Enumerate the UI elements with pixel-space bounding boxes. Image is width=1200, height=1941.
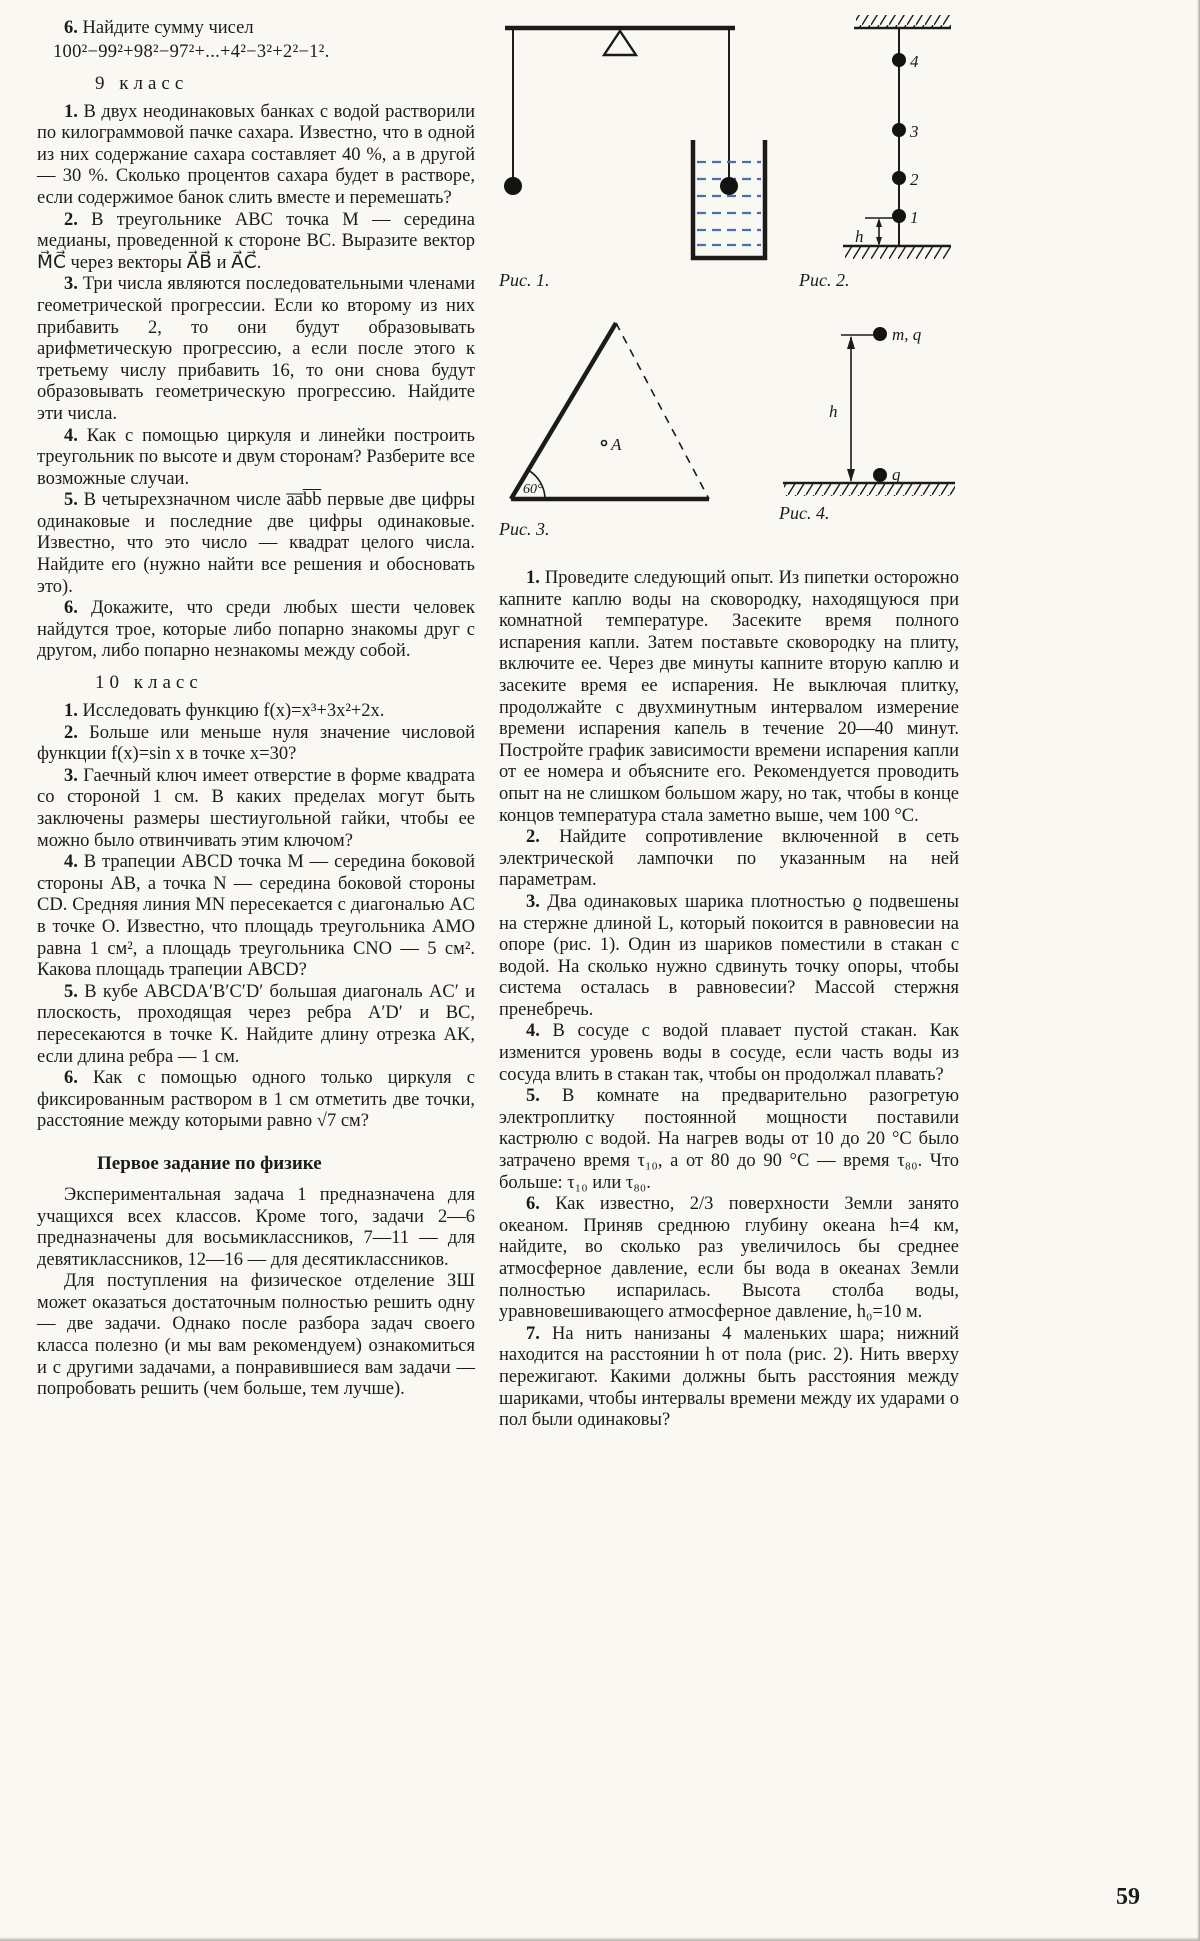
ceiling-hatch [856, 15, 951, 28]
bead-4-label: 4 [910, 52, 919, 71]
problem-text: В сосуде с водой плавает пустой стакан. Как изменится уровень воды в сосуде, если часть воды из сосуда влить в стакан так, чтобы он продолжал плавать? [499, 1021, 959, 1085]
left-column [37, 18, 475, 1401]
left-ball [504, 177, 522, 195]
problem-number: 1. [64, 101, 78, 122]
problem-text: Два одинаковых шарика плотностью ϱ подвешены на стержне длиной L, который покоится в равновесии на опоре (рис. 1). Один из шариков поместили в стакан с водой. На сколько нужно сдвинуть точку опоры, чтобы система осталась в равновесии? Массой стержня пренебречь. [499, 891, 959, 1020]
problem-number: 6. [526, 1194, 540, 1215]
right-ball [720, 177, 738, 195]
problem-g9-2 [37, 210, 475, 275]
triangle-side-dashed [616, 323, 709, 499]
problem-g10-3 [37, 766, 475, 852]
bead-2 [892, 171, 906, 185]
problem-text: В кубе ABCDA′B′C′D′ большая диагональ AC′ и плоскость, проходящая через ребра A′D′ и BC, пересекаются в точке K. Найдите длину отрезка AK, если длина ребра — 1 см. [37, 981, 476, 1067]
figure-3-caption: Рис. 3. [499, 519, 550, 539]
problem-text: В трапеции ABCD точка M — середина боковой стороны AB, а точка N — середина боковой стороны CD. Средняя линия MN пересекается с диагональю AC в точке O. Известно, что площадь треугольника AMO равна 1 см², а площадь треугольника CNO — 5 см². Какова площадь трапеции ABCD? [37, 852, 475, 981]
bead-1-label: 1 [910, 208, 919, 227]
problem-text: Гаечный ключ имеет отверстие в форме квадрата со стороной 1 см. В каких пределах могут быть заключены размеры шестиугольной гайки, чтобы ее можно было отвинчивать этим ключом? [37, 765, 475, 851]
bead-3-label: 3 [910, 122, 919, 141]
problem-g10-2 [37, 723, 475, 766]
grade-10-heading: 10 класс [95, 672, 203, 694]
physics-problems [499, 568, 959, 1432]
problem-number: 1. [64, 701, 78, 722]
figure-4-charges-drawing [779, 313, 959, 497]
problem-text: Проведите следующий опыт. Из пипетки осторожно капните каплю воды на сковородку, находящуюся при комнатной температуре. Засеките время полного испарения капли. Затем поставьте сковородку на плиту, включите ее. Через две минуты капните вторую каплю и засеките время ее испарения. Не выключая плитку, продолжайте с двухминутным интервалом измерение времени испарения капель в течение 20—40 минут. Постройте график зависимости времени испарения капли от ее номера и объясните его. Рекомендуется проводить опыт на не слишком большом жару, но так, чтобы в конце концов температура стала заметно выше, чем 100 °C. [499, 568, 959, 826]
right-column [499, 12, 959, 1432]
problem-text: Три числа являются последовательными членами геометрической прогрессии. Если ко второму из них прибавить 2, то они будут образовывать арифметическую прогрессию, а если после этого к третьему числу прибавить 16, то они снова будут образовывать геометрическую прогрессию. Найдите эти числа. [37, 274, 476, 424]
bead-4 [892, 53, 906, 67]
figure-3 [499, 313, 721, 540]
problem-text: Больше или меньше нуля значение числовой функции f(x)=sin x в точке x=30? [37, 722, 475, 765]
ground-hatch [784, 484, 955, 496]
figure-1-caption: Рис. 1. [499, 270, 550, 290]
figure-4 [779, 313, 959, 524]
problem-text: В комнате на предварительно разогретую электроплитку постоянной мощности поставили кастрюлю с водой. На нагрев воды от 10 до 20 °C было затрачено время τ₁₀, а от 80 до 90 °C — время τ₈₀. Что больше: τ₁₀ или τ₈₀. [499, 1086, 960, 1193]
problem-phys-7 [499, 1324, 959, 1432]
lower-charge-label: q [892, 465, 901, 484]
problem-text: Как с помощью одного только циркуля с фиксированным раствором в 1 см отметить две точки, расстояние между которыми равно √7 см? [37, 1068, 476, 1132]
figure-1 [499, 12, 771, 291]
problem-g9-6 [37, 598, 475, 663]
height-arrow [847, 336, 855, 482]
bead-3 [892, 123, 906, 137]
lower-charge-ball [873, 468, 887, 482]
problem-number: 5. [526, 1086, 540, 1107]
problem-phys-6 [499, 1194, 959, 1324]
problem-number: 6. [64, 1068, 78, 1089]
upper-charge-label: m, q [892, 325, 922, 344]
problem-number: 4. [526, 1021, 540, 1042]
problem-text: В четырехзначном числе a̅a̅b̅b̅ первые две цифры одинаковые и последние две цифры одинаковые. Известно, что это число — квадрат целого числа. Найдите его (нужно найти все решения и обосновать это). [37, 490, 475, 597]
problem-phys-5 [499, 1086, 959, 1194]
problem-top-6 [37, 18, 475, 40]
height-label: h [855, 227, 864, 246]
problem-text: На нить нанизаны 4 маленьких шара; нижний находится на расстоянии h от пола (рис. 2). Нить вверху пережигают. Какими должны быть расстояния между шариками, чтобы интервалы времени между их ударами о пол были одинаковы? [499, 1323, 960, 1431]
problem-text: В двух неодинаковых банках с водой растворили по килограммовой пачке сахара. Известно, что в одной из них содержание сахара составляет 40 %, а в другой — 30 %. Сколько процентов сахара будет в растворе, если содержимое банок слить вместе и перемешать? [37, 101, 476, 208]
problem-number: 2. [64, 209, 78, 230]
triangle-side-left [511, 323, 616, 499]
problem-text: Найдите сумму чисел [82, 18, 254, 38]
problem-number: 4. [64, 852, 78, 873]
physics-intro-paragraph-1: Экспериментальная задача 1 предназначена для учащихся всех классов. Кроме того, задачи 2—6 предназначены для восьмиклассников, 7—11 — для девятиклассников, 12—16 — для десятиклассников. [37, 1184, 475, 1270]
point-a-marker [602, 441, 607, 446]
problem-number: 6. [64, 18, 78, 38]
problem-g10-4 [37, 852, 475, 982]
figure-3-triangle-drawing [499, 313, 721, 513]
problem-number: 7. [526, 1323, 540, 1344]
problem-g9-4 [37, 426, 475, 491]
problem-number: 2. [526, 827, 540, 848]
height-label: h [829, 402, 838, 421]
problem-number: 1. [526, 568, 540, 588]
height-arrow [876, 218, 882, 246]
figure-2 [799, 12, 959, 291]
problem-text: В треугольнике ABC точка M — середина медианы, проведенной к стороне BC. Выразите вектор M⃗C⃗ через векторы A⃗B⃗ и A⃗C⃗. [37, 209, 476, 273]
problem-g10-5 [37, 982, 475, 1068]
figure-2-beads-drawing [799, 12, 959, 264]
problem-g10-1 [37, 701, 475, 723]
problem-phys-1 [499, 568, 959, 827]
problem-number: 3. [526, 891, 540, 912]
problem-text: Найдите сопротивление включенной в сеть электрической лампочки по указанным на ней параметрам. [499, 827, 960, 891]
problem-g9-1 [37, 102, 475, 210]
figures-row-2 [499, 313, 959, 540]
angle-label: 60° [523, 482, 543, 497]
figure-1-balance-drawing [499, 12, 771, 264]
problem-number: 4. [64, 425, 78, 446]
problem-number: 2. [64, 722, 78, 743]
problem-number: 3. [64, 274, 78, 295]
figures-row-1 [499, 12, 959, 291]
problem-text: Исследовать функцию f(x)=x³+3x²+2x. [82, 701, 385, 722]
bead-1 [892, 209, 906, 223]
problem-number: 3. [64, 765, 78, 786]
problem-g9-3 [37, 274, 475, 425]
sum-formula: 100²−99²+98²−97²+...+4²−3²+2²−1². [53, 41, 330, 62]
upper-charge-ball [873, 327, 887, 341]
problem-number: 5. [64, 490, 78, 511]
page-number: 59 [1116, 1884, 1140, 1910]
problem-text: Докажите, что среди любых шести человек найдутся трое, которые либо попарно знакомы друг с другом, либо попарно незнакомы между собой. [37, 598, 475, 662]
figure-2-caption: Рис. 2. [799, 270, 850, 290]
grade-9-heading: 9 класс [95, 72, 189, 94]
problem-phys-4 [499, 1021, 959, 1086]
problem-text: Как известно, 2/3 поверхности Земли занято океаном. Приняв среднюю глубину океана h=4 км, найдите, во сколько раз увеличилось бы среднее атмосферное давление, если бы вода в океанах Земли полностью испарилась. Высота столба воды, уравновешивающего атмосферное давление, h₀=10 м. [499, 1194, 959, 1323]
problem-text: Как с помощью циркуля и линейки построить треугольник по высоте и двум сторонам? Разберите все возможные случаи. [37, 425, 475, 489]
scan-edge-bottom [0, 1937, 1200, 1941]
physics-intro-paragraph-2: Для поступления на физическое отделение ЗШ может оказаться достаточным полностью решить одну — две задачи. Однако после разбора задач своего класса полезно (и мы вам рекомендуем) ознакомиться и с другими задачами, а понравившиеся вам задачи — попробовать решить (чем больше, тем лучше). [37, 1271, 475, 1400]
problem-phys-3 [499, 892, 959, 1022]
ground-hatch [845, 247, 951, 259]
physics-section-heading: Первое задание по физике [97, 1152, 322, 1174]
point-a-label: A [611, 435, 622, 454]
problem-g10-6 [37, 1068, 475, 1133]
fulcrum-triangle [604, 31, 636, 55]
problem-number: 6. [64, 598, 78, 619]
problem-phys-2 [499, 827, 959, 892]
problem-g9-5 [37, 490, 475, 598]
figure-4-caption: Рис. 4. [779, 503, 830, 523]
bead-2-label: 2 [910, 170, 919, 189]
problem-number: 5. [64, 981, 78, 1002]
